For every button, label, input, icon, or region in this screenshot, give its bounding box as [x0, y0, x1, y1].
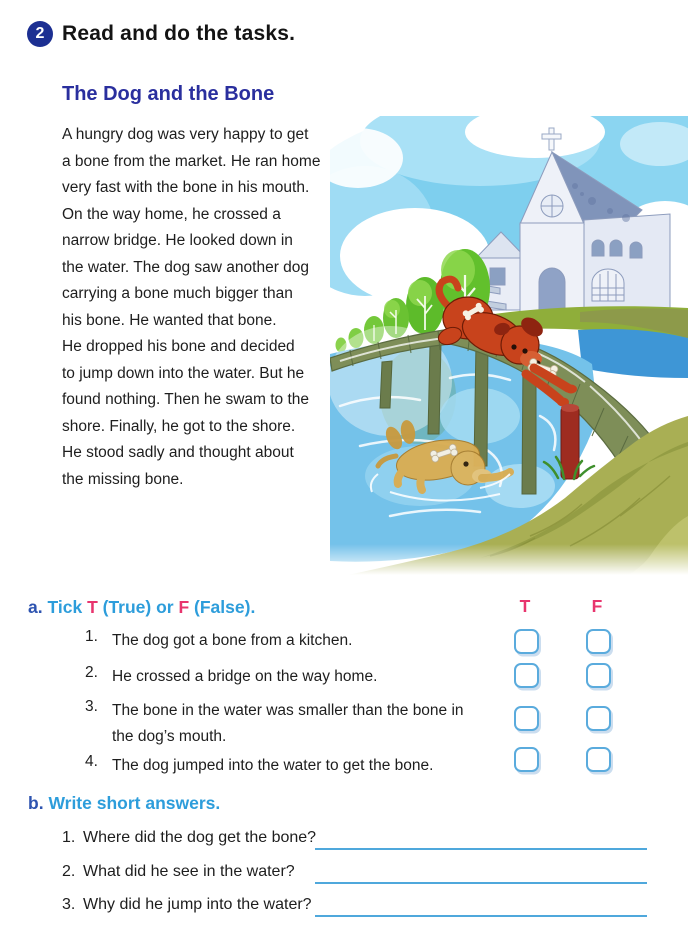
- section-b-label: b.: [28, 793, 44, 813]
- item-text: The bone in the water was smaller than the bone in the dog’s mouth.: [112, 702, 464, 745]
- section-a-heading: a. Tick T (True) or F (False).: [28, 597, 256, 617]
- section-a-label: a.: [28, 597, 43, 617]
- checkbox-false[interactable]: [586, 747, 611, 772]
- passage-line: the missing bone.: [62, 470, 184, 488]
- column-header-false: F: [591, 596, 603, 616]
- passage-line: He stood sadly and thought about: [62, 444, 294, 461]
- answer-line[interactable]: [315, 896, 647, 917]
- passage-line: He dropped his bone and decided: [62, 338, 295, 355]
- column-header-true: T: [519, 596, 531, 616]
- passage-line: to jump down into the water. But he: [62, 364, 305, 382]
- story-passage: [62, 122, 352, 493]
- item-number: 2.: [85, 664, 98, 681]
- checkbox-true[interactable]: [514, 706, 539, 731]
- item-text: He crossed a bridge on the way home.: [112, 668, 378, 685]
- story-illustration: [330, 116, 688, 575]
- question-item: [62, 896, 662, 926]
- window: [630, 242, 642, 258]
- checkbox-true[interactable]: [514, 663, 539, 688]
- passage-line: On the way home, he crossed a: [62, 205, 281, 223]
- answer-line[interactable]: [315, 863, 647, 884]
- passage-line: very fast with the bone in his mouth.: [62, 179, 310, 196]
- item-number: 3.: [85, 698, 98, 715]
- question-number: 1.: [62, 829, 76, 846]
- passage-line: found nothing. Then he swam to the: [62, 391, 310, 408]
- passage-line: shore. Finally, he got to the shore.: [62, 417, 296, 435]
- item-number: 4.: [85, 753, 98, 770]
- question-item: [62, 829, 662, 859]
- checkbox-false[interactable]: [586, 706, 611, 731]
- question-number: 3.: [62, 896, 76, 913]
- window: [592, 240, 604, 256]
- checkbox-false[interactable]: [586, 629, 611, 654]
- passage-line: a bone from the market. He ran home: [62, 152, 321, 170]
- passage-line: narrow bridge. He looked down in: [62, 232, 293, 249]
- question-text: Why did he jump into the water?: [83, 896, 312, 913]
- item-number: 1.: [85, 628, 98, 645]
- passage-line: carrying a bone much bigger than: [62, 285, 293, 302]
- story-title: The Dog and the Bone: [62, 83, 275, 105]
- short-answer-questions: [62, 829, 662, 929]
- checkbox-true[interactable]: [514, 747, 539, 772]
- passage-line: the water. The dog saw another dog: [62, 258, 310, 276]
- checkbox-false[interactable]: [586, 663, 611, 688]
- arched-door: [539, 268, 565, 312]
- checkbox-true[interactable]: [514, 629, 539, 654]
- task-instruction: Read and do the tasks.: [62, 22, 296, 45]
- question-text: What did he see in the water?: [83, 863, 295, 880]
- question-item: [62, 863, 662, 893]
- question-number: 2.: [62, 863, 76, 880]
- task-number: 2: [35, 25, 45, 42]
- window: [610, 240, 622, 256]
- answer-line[interactable]: [315, 829, 647, 850]
- true-false-items: [85, 622, 645, 792]
- section-b-heading: b. Write short answers.: [28, 793, 221, 813]
- passage-line: A hungry dog was very happy to get: [62, 126, 309, 143]
- passage-line: his bone. He wanted that bone.: [62, 311, 277, 329]
- task-number-badge: [27, 21, 53, 47]
- river-deep: [578, 329, 688, 378]
- item-text: The dog jumped into the water to get the bone.: [112, 757, 434, 774]
- question-text: Where did the dog get the bone?: [83, 829, 317, 846]
- item-text: The dog got a bone from a kitchen.: [112, 632, 353, 649]
